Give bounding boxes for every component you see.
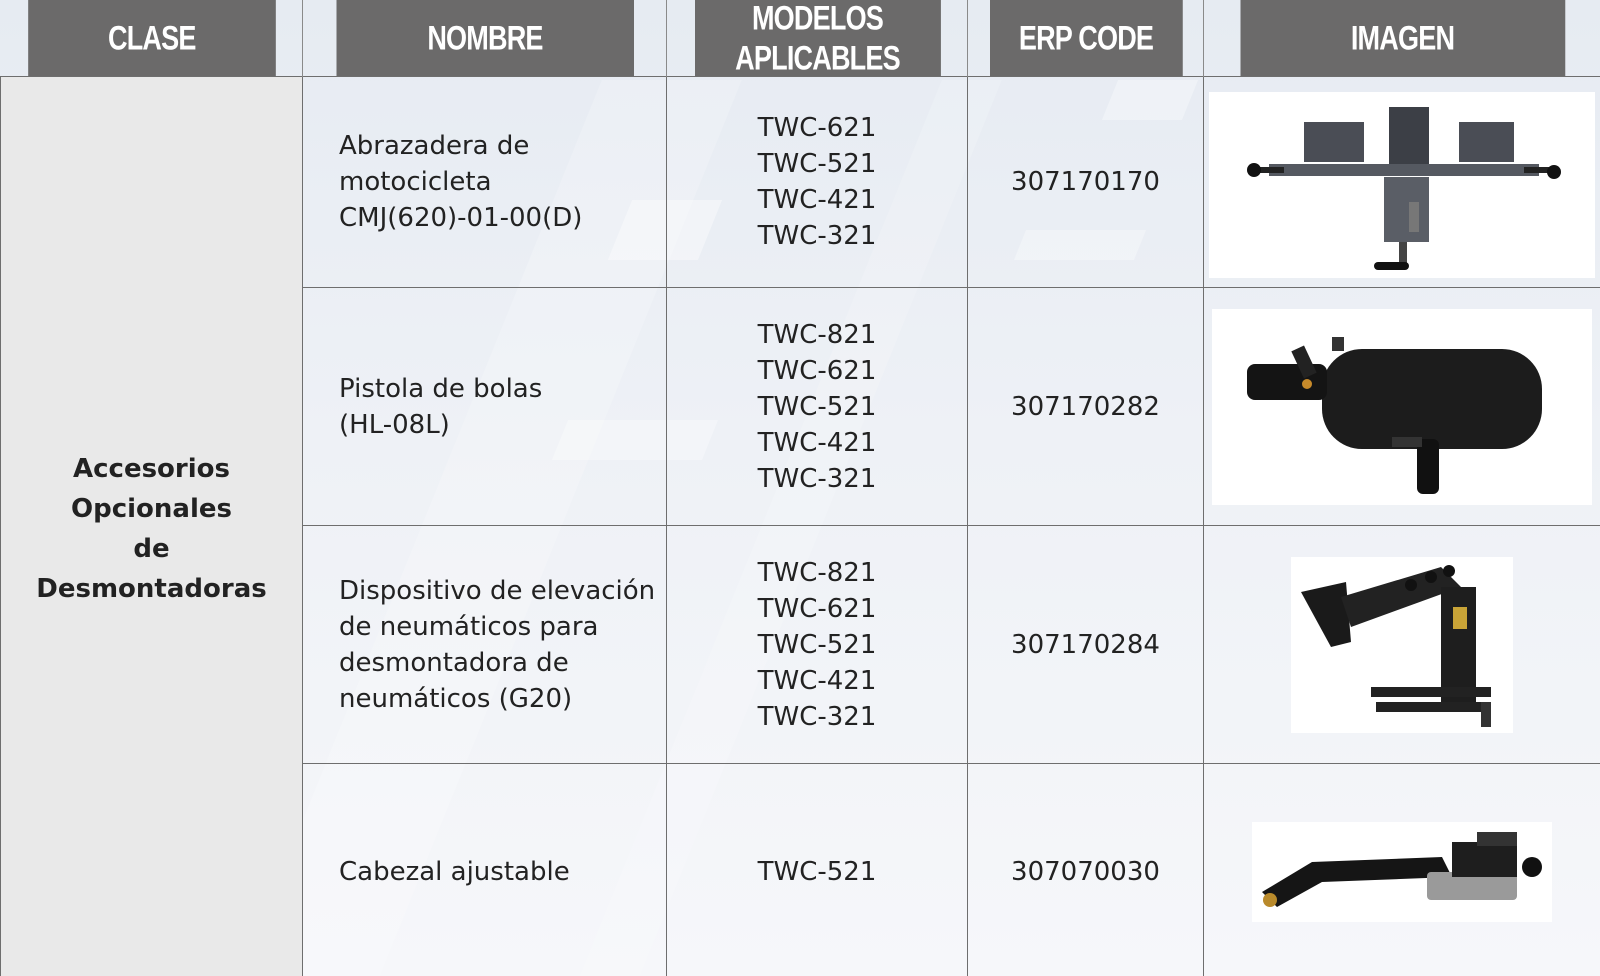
class-label-line: de [133, 533, 170, 564]
header-clase: CLASE [28, 0, 276, 77]
product-name: Pistola de bolas (HL-08L) [303, 288, 667, 526]
product-image-cell [1204, 526, 1600, 764]
applicable-models: TWC-621 TWC-521 TWC-421 TWC-321 [667, 77, 968, 288]
product-image-cell [1204, 77, 1600, 288]
product-image-cell [1204, 764, 1600, 976]
product-name: Dispositivo de elevación de neumáticos para desmontadora de neumáticos (G20) [303, 526, 667, 764]
product-name: Abrazadera de motocicleta CMJ(620)-01-00(D) [303, 77, 667, 288]
class-label-line: Opcionales [71, 493, 232, 524]
bead-blaster-icon [1212, 309, 1592, 505]
header-erp-code: ERP CODE [989, 0, 1183, 77]
header-imagen: IMAGEN [1239, 0, 1565, 77]
tire-lift-icon [1291, 557, 1513, 733]
product-name: Cabezal ajustable [303, 764, 667, 976]
erp-code: 307170282 [968, 288, 1204, 526]
header-modelos: MODELOS APLICABLES [694, 0, 941, 77]
class-cell [1, 77, 303, 976]
erp-code: 307170170 [968, 77, 1204, 288]
applicable-models: TWC-821 TWC-621 TWC-521 TWC-421 TWC-321 [667, 288, 968, 526]
table-row [1, 77, 1600, 288]
adjustable-head-icon [1252, 822, 1552, 922]
motorcycle-clamp-icon [1209, 92, 1595, 278]
product-image-cell [1204, 288, 1600, 526]
header-nombre: NOMBRE [335, 0, 633, 77]
erp-code: 307070030 [968, 764, 1204, 976]
class-label-line: Desmontadoras [36, 573, 267, 604]
class-label-line: Accesorios [73, 453, 230, 484]
applicable-models: TWC-821 TWC-621 TWC-521 TWC-421 TWC-321 [667, 526, 968, 764]
table-header-row [1, 0, 1600, 77]
erp-code: 307170284 [968, 526, 1204, 764]
applicable-models: TWC-521 [667, 764, 968, 976]
